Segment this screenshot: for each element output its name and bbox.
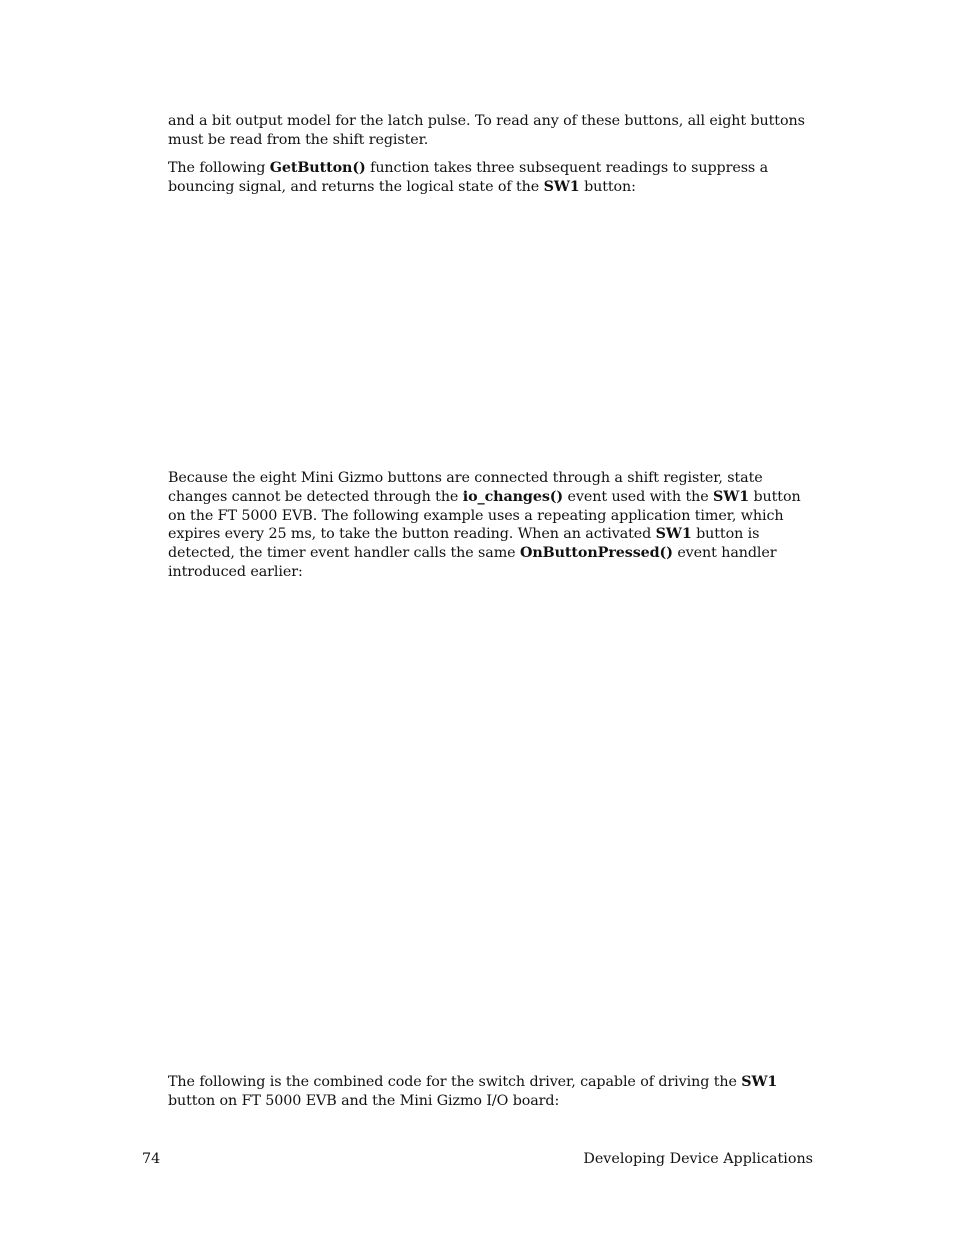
code-term-sw1: SW1: [543, 178, 580, 195]
paragraph-combined-code-intro: [168, 1073, 816, 1111]
code-term-sw1: SW1: [713, 488, 750, 505]
paragraph-text: event used with the: [563, 488, 714, 505]
paragraph-text: Because the eight Mini Gizmo buttons are connected through a shift register, state changes cannot be detected through the: [168, 470, 763, 505]
paragraph-text: The following is the combined code for the switch driver, capable of driving the: [168, 1074, 742, 1090]
page-number: 74: [142, 1151, 161, 1167]
footer-section-title: Developing Device Applications: [583, 1151, 813, 1167]
paragraph-text: button:: [579, 178, 636, 195]
paragraph-latch-pulse: [168, 112, 816, 150]
code-term-onbuttonpressed: OnButtonPressed(): [520, 545, 673, 562]
paragraph-text: button on the FT 5000 EVB. The following example uses a repeating application timer, which expires every 25 ms, to take the button reading. When an activated: [168, 488, 801, 543]
paragraph-text: function takes three subsequent readings to suppress a bouncing signal, and returns the logical state of the: [168, 160, 769, 195]
code-term-getbutton: GetButton(): [269, 160, 366, 176]
code-term-io-changes: io_changes(): [462, 488, 564, 505]
paragraph-text: event handler introduced earlier:: [168, 545, 777, 580]
paragraph-text: The following: [168, 160, 270, 176]
paragraph-text: button on FT 5000 EVB and the Mini Gizmo I/O board:: [168, 1092, 560, 1109]
paragraph-shift-register-timer: [168, 469, 816, 582]
paragraph-text: and a bit output model for the latch pulse. To read any of these buttons, all eight buttons must be read from the shift register.: [168, 113, 805, 148]
paragraph-text: button is detected, the timer event handler calls the same: [168, 526, 760, 562]
code-term-sw1: SW1: [741, 1074, 778, 1090]
code-term-sw1: SW1: [655, 526, 692, 543]
paragraph-getbutton-intro: [168, 159, 816, 197]
